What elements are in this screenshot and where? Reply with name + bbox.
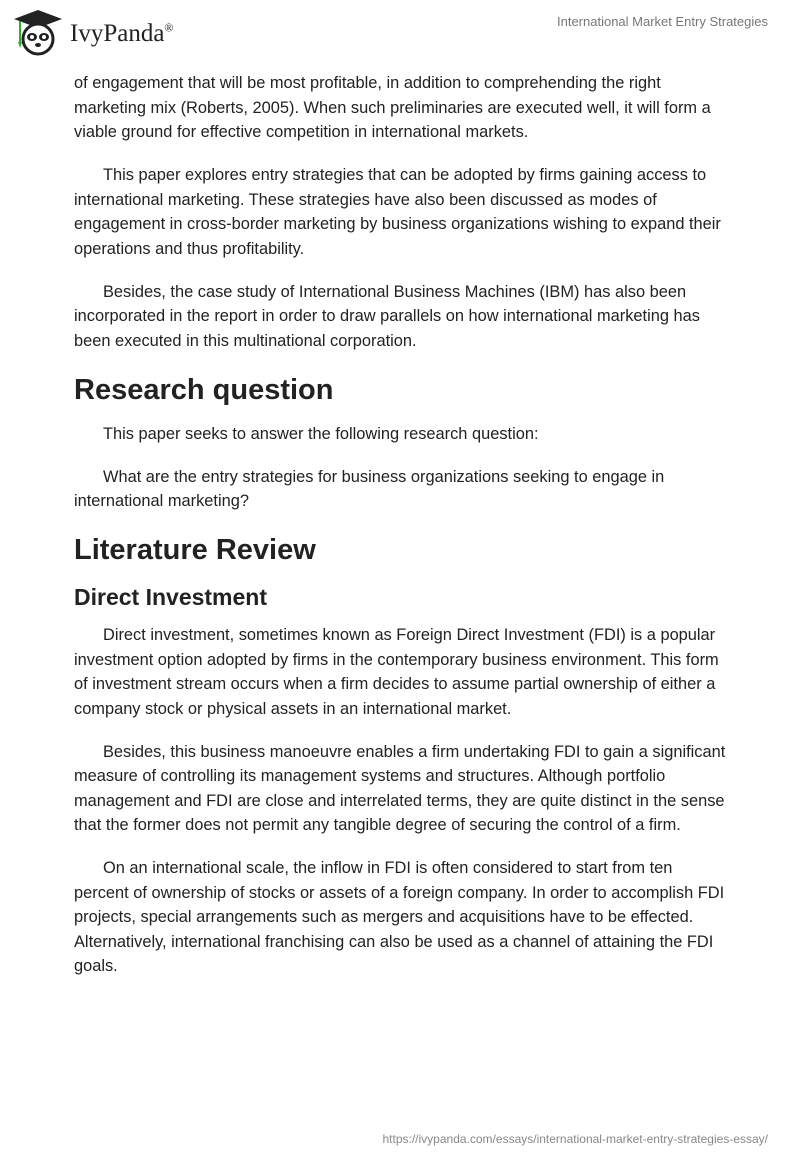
heading-literature-review: Literature Review — [74, 534, 316, 566]
heading-research-question: Research question — [74, 373, 334, 406]
heading-direct-investment: Direct Investment — [74, 584, 268, 610]
paragraph: What are the entry strategies for business organizations seeking to engage in international marketing? — [74, 467, 665, 510]
source-url[interactable]: https://ivypanda.com/essays/international-market-entry-strategies-essay/ — [382, 1132, 768, 1146]
logo-text: IvyPanda® — [70, 20, 174, 47]
paragraph: This paper seeks to answer the following research question: — [103, 424, 539, 443]
paragraph: Besides, the case study of International Business Machines (IBM) has also been incorporated in the report in order to draw parallels on how international marketing has been executed in this multinational corporation. — [74, 282, 700, 350]
paragraph: This paper explores entry strategies that can be adopted by firms gaining access to international marketing. These strategies have also been discussed as modes of engagement in cross-border marketing by business organizations wishing to expand their operations and thus profitability. — [74, 166, 721, 258]
document-title: International Market Entry Strategies — [557, 14, 768, 29]
page-header — [0, 0, 800, 60]
paragraph: On an international scale, the inflow in FDI is often considered to start from ten percent of ownership of stocks or assets of a foreign company. In order to accomplish FDI projects, special arrangements such as mergers and acquisitions have to be effected. Alternatively, international franchising can also be used as a channel of attaining the FDI goals. — [74, 859, 725, 975]
panda-logo-icon — [12, 8, 64, 56]
ivypanda-logo[interactable] — [12, 8, 174, 56]
paragraph: Direct investment, sometimes known as Foreign Direct Investment (FDI) is a popular investment option adopted by firms in the contemporary business environment. This form of investment stream occurs when a firm decides to assume partial ownership of either a company stock or physical assets in an international market. — [74, 626, 719, 718]
essay-content — [74, 71, 730, 997]
paragraph: of engagement that will be most profitable, in addition to comprehending the right marketing mix (Roberts, 2005). When such preliminaries are executed well, it will form a viable ground for effective competition in international markets. — [74, 74, 711, 141]
paragraph: Besides, this business manoeuvre enables a firm undertaking FDI to gain a significant measure of controlling its management systems and structures. Although portfolio management and FDI are close and interrelated terms, they are quite distinct in the sense that the former does not permit any tangible degree of securing the control of a firm. — [74, 742, 726, 834]
